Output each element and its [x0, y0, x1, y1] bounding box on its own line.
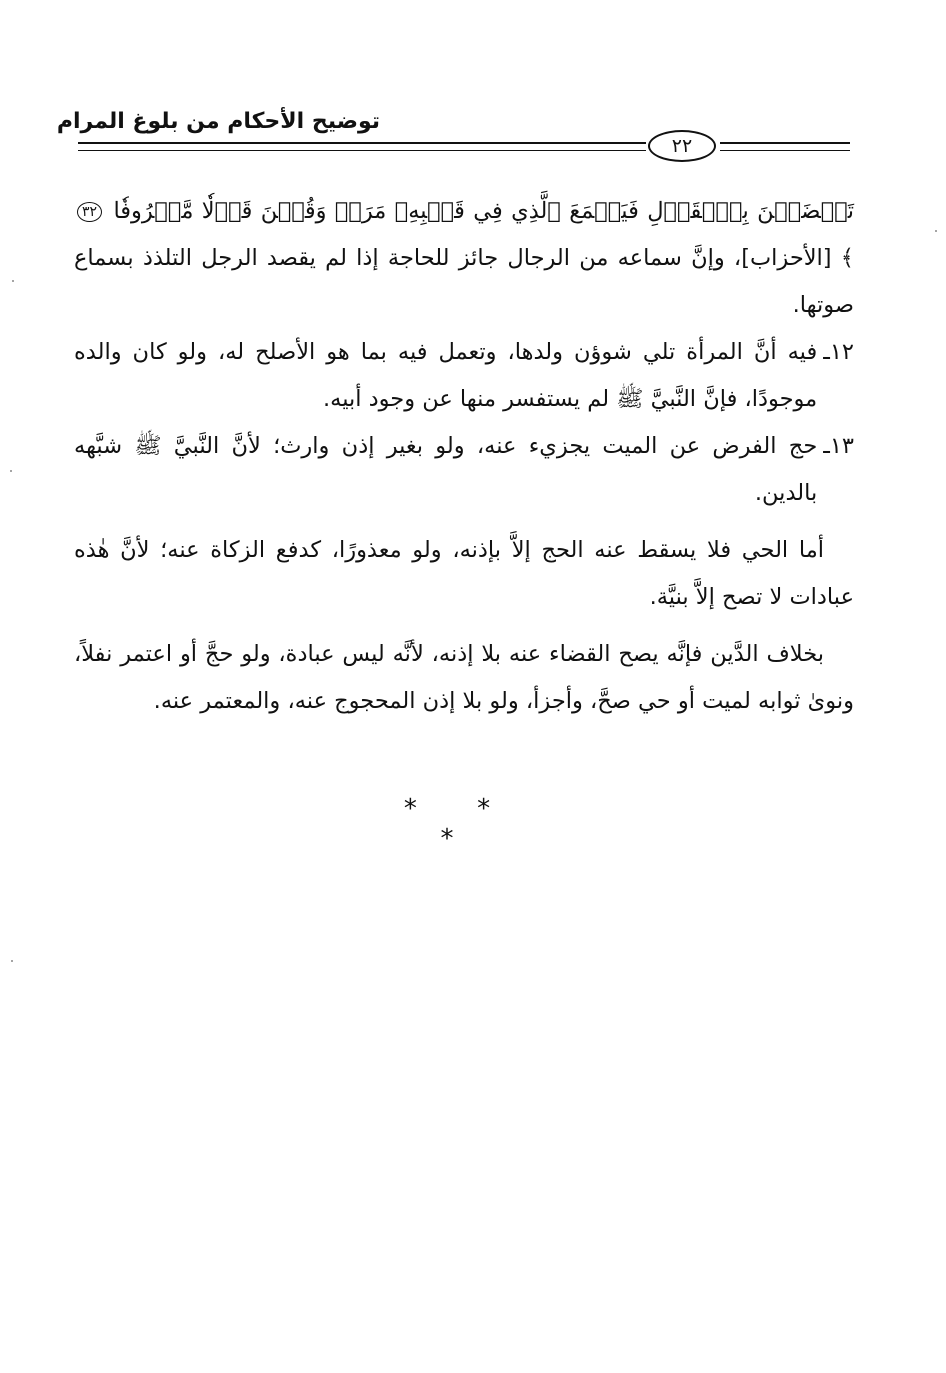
list-item-number: ١٢ـ: [823, 339, 854, 365]
intro-paragraph: [74, 188, 854, 329]
list-item-number: ١٣ـ: [823, 433, 854, 459]
body-paragraph: بخلاف الدَّين فإنَّه يصح القضاء عنه بلا إذنه، لأنَّه ليس عبادة، ولو حجَّ أو اعتمر نفلاً، ونوىٰ ثوابه لميت أو حي صحَّ، وأجزأ، ولو بلا إذن المحجوج عنه، والمعتمر عنه.: [74, 641, 854, 714]
quran-verse: تَخۡضَعۡنَ بِٱلۡقَوۡلِ فَيَطۡمَعَ ٱلَّذِي فِي قَلۡبِهِۦ مَرَضٞ وَقُلۡنَ قَوۡلٗا مَّعۡرُوفٗا: [113, 198, 854, 224]
scan-speck: [935, 230, 937, 232]
section-divider-asterisks: * * *: [403, 794, 517, 854]
list-item: [74, 423, 854, 517]
scan-speck: [11, 960, 13, 962]
list-item-text: فيه أنَّ المرأة تلي شوؤن ولدها، وتعمل فيه بما هو الأصلح له، ولو كان والده موجودًا، فإنَّ النَّبيَّ ﷺ لم يستفسر منها عن وجود أبيه.: [74, 339, 818, 412]
header-rule-right-thick: [720, 142, 850, 144]
page-number: ٢٢: [648, 130, 716, 162]
list-item-text: حج الفرض عن الميت يجزيء عنه، ولو بغير إذن وارث؛ لأنَّ النَّبيَّ ﷺ شبَّهه بالدين.: [74, 433, 818, 506]
intro-rest-text: ﴾ [الأحزاب]، وإنَّ سماعه من الرجال جائز للحاجة إذا لم يقصد الرجل التلذذ بسماع صوتها.: [74, 245, 854, 318]
page-body: [74, 188, 854, 725]
header-rule-right-thin: [720, 150, 850, 151]
header-rule-left-thick: [78, 142, 646, 144]
scan-speck: [12, 280, 14, 282]
header-rule-left-thin: [78, 150, 646, 151]
running-header-title: توضيح الأحكام من بلوغ المرام: [56, 109, 380, 134]
ayah-number-marker: ٣٢: [77, 202, 102, 222]
scan-speck: [10, 470, 12, 472]
list-item: [74, 329, 854, 423]
body-paragraph: أما الحي فلا يسقط عنه الحج إلاَّ بإذنه، ولو معذورًا، كدفع الزكاة عنه؛ لأنَّ هٰذه عبادات لا تصح إلاَّ بنيَّة.: [74, 537, 854, 610]
